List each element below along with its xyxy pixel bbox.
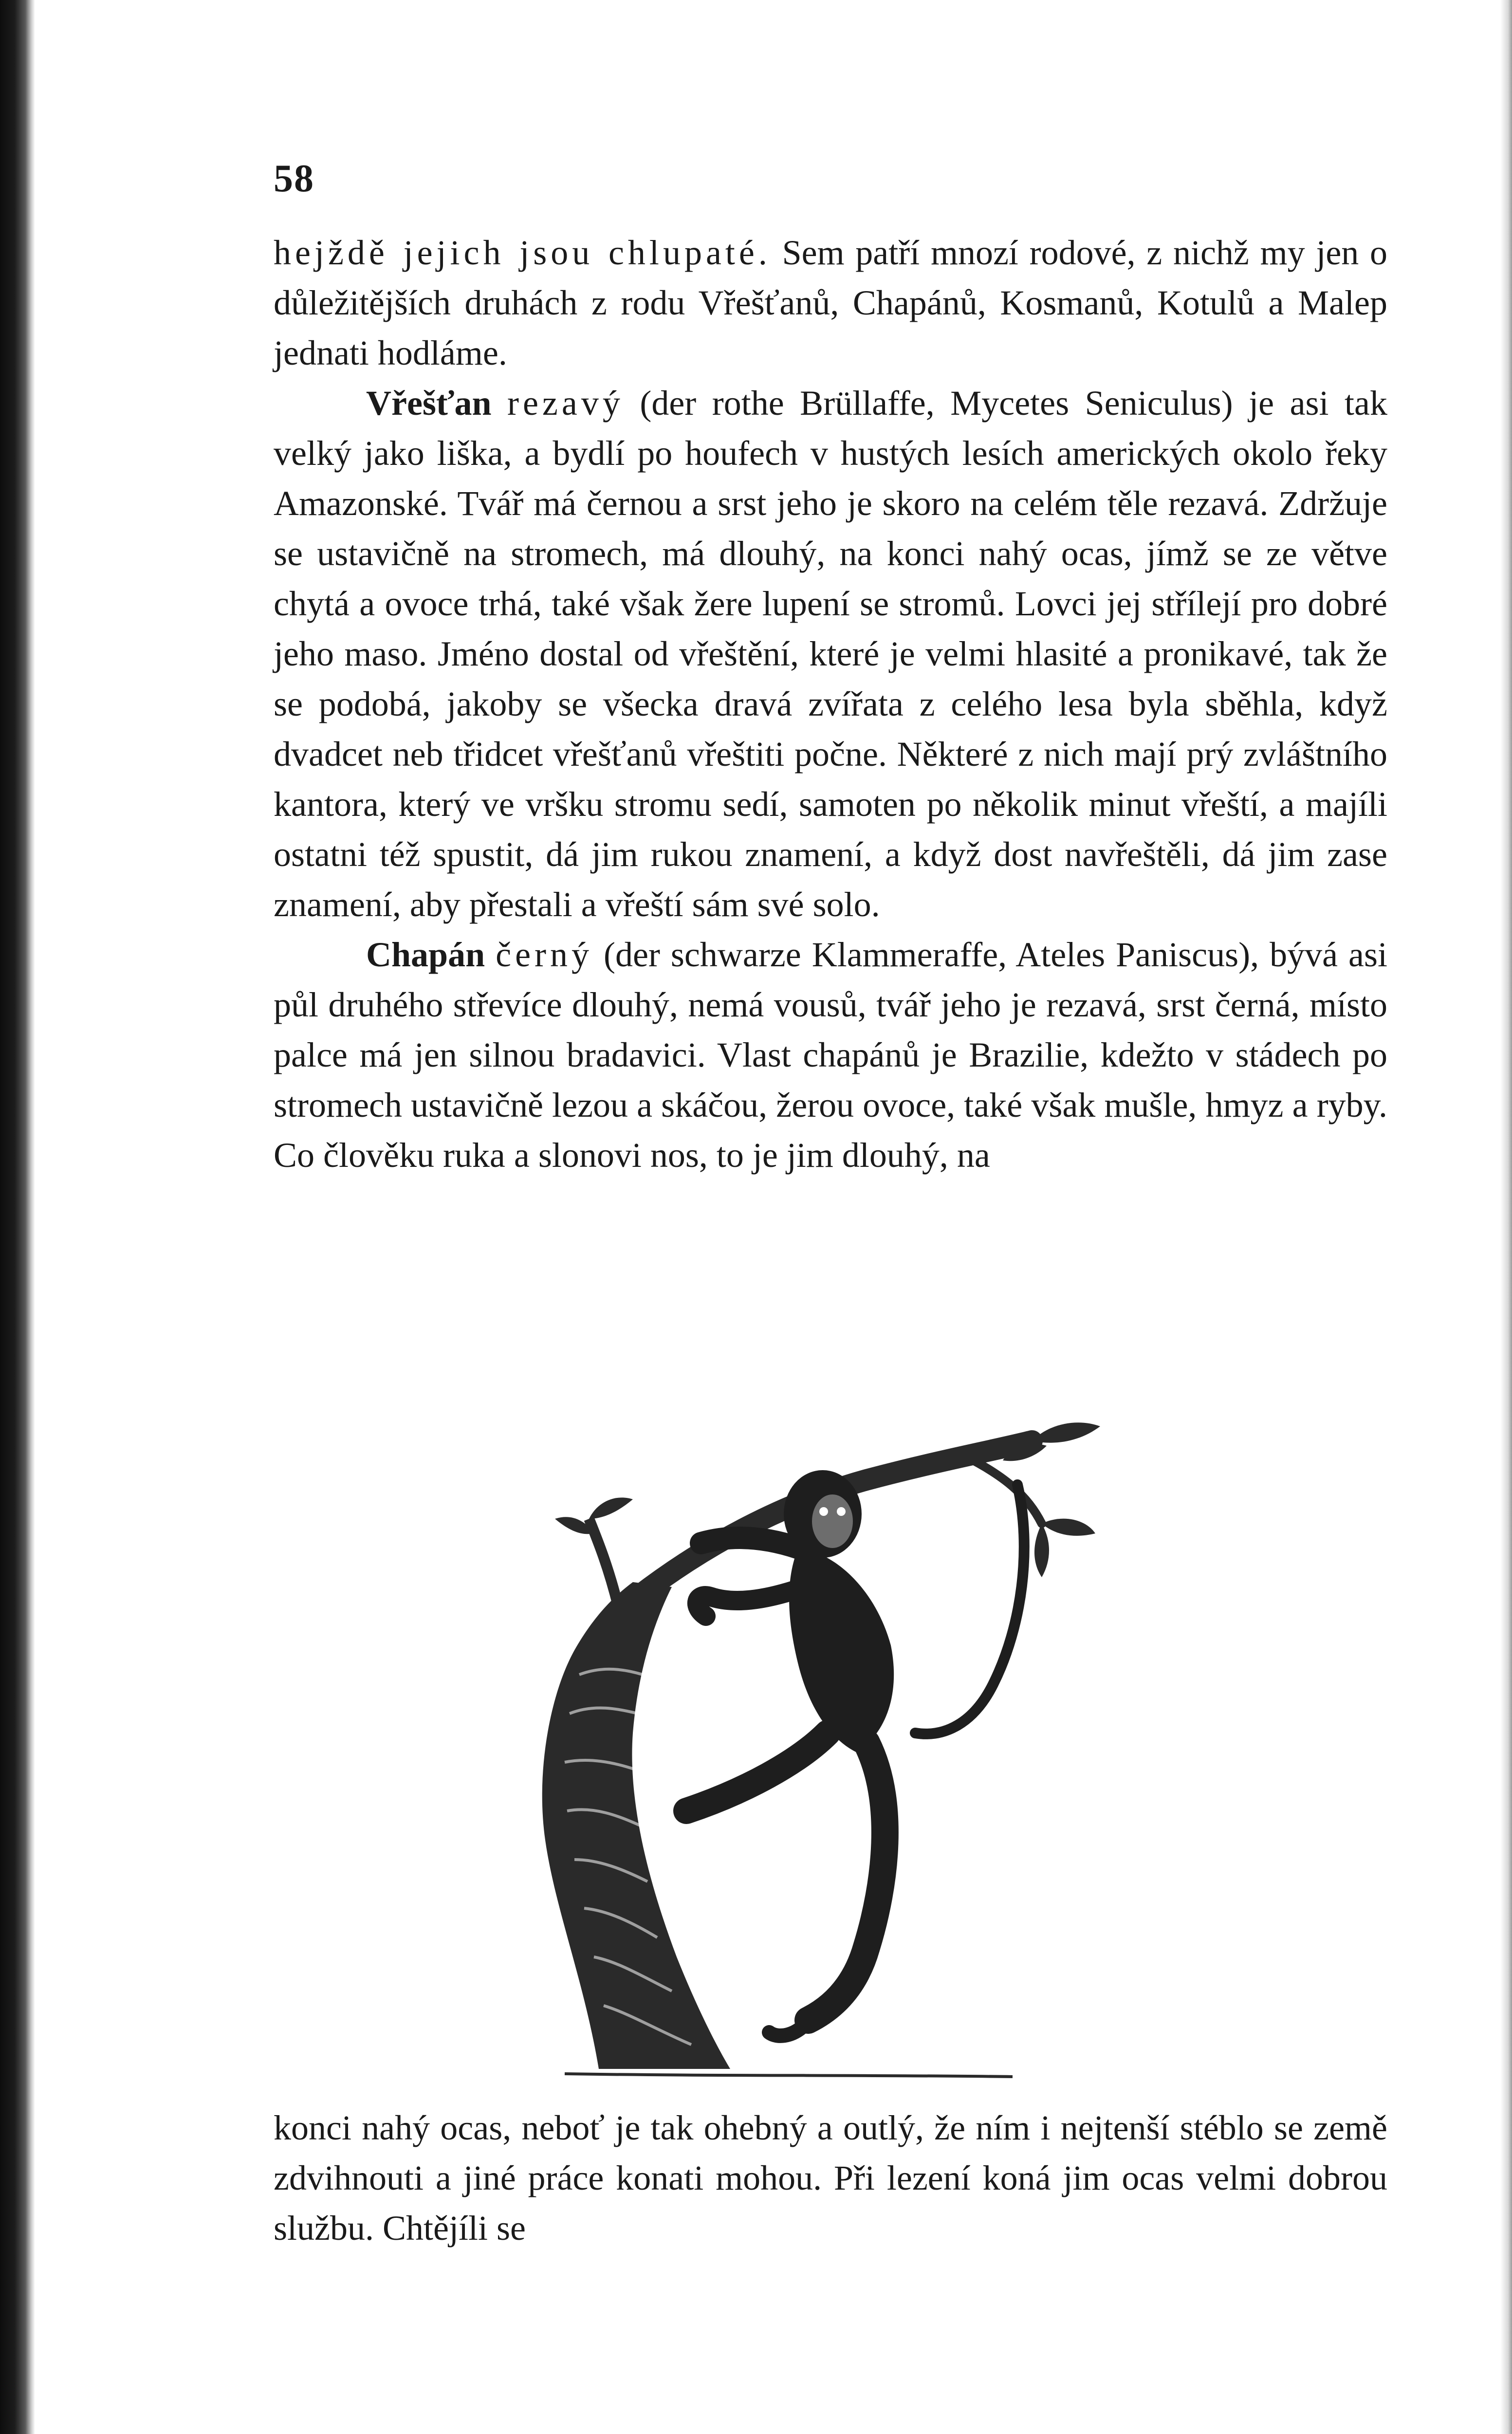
paragraph-continued: konci nahý ocas, neboť je tak ohebný a outlý, že ním i nejtenší stéblo se země zdvihnouti a jiné práce konati mohou. Při lezení koná jim ocas velmi dobrou službu. Chtějíli se bbox=[274, 2108, 1387, 2248]
ground-line bbox=[565, 2074, 1013, 2077]
monkey-leg-left bbox=[686, 1733, 828, 1811]
spaced-intro-text: hejždě jejich jsou chlupaté. bbox=[274, 233, 771, 272]
leaf bbox=[1034, 1524, 1049, 1577]
text-block-lower bbox=[274, 2103, 1387, 2253]
tree-trunk bbox=[542, 1582, 730, 2069]
paragraph-vrestan bbox=[274, 378, 1387, 930]
page-right-edge bbox=[1500, 0, 1512, 2434]
vrestan-description: (der rothe Brüllaffe, Mycetes Seniculus) je asi tak velký jako liška, a bydlí po houfech v hustých lesích amerických okolo řeky Amazonské. Tvář má černou a srst jeho je skoro na celém těle rezavá. Zdržuje se ustavičně na stromech, má dlouhý, na konci nahý ocas, jímž se ze větve chytá a ovoce trhá, také však žere lupení se stromů. Lovci jej střílejí pro dobré jeho maso. Jméno dostal od vřeštění, které je velmi hlasité a pronikavé, tak že se podobá, jakoby se všecka dravá zvířata z celého lesa byla sběhla, když dvadcet neb třidcet vřešťanů vřeštiti počne. Některé z nich mají prý zvláštního kantora, který ve vršku stromu sedí, samoten po několik minut vřeští, a majíli ostatni též spustit, dá jim rukou znamení, a když dost navřeštěli, dá jim zase znamení, aby přestali a vřeští sám své solo. bbox=[274, 384, 1388, 924]
leaf bbox=[589, 1497, 633, 1519]
chapan-description: (der schwarze Klammeraffe, Ateles Paniscus), bývá asi půl druhého střevíce dlouhý, nemá vousů, tvář jeho je rezavá, srst černá, místo palce má jen silnou bradavici. Vlast chapánů je Brazilie, kdežto v stádech po stromech ustavičně lezou a skáčou, žerou ovoce, také však mušle, hmyz a ryby. Co člověku ruka a slonovi nos, to je jim dlouhý, na bbox=[274, 935, 1388, 1175]
leaf bbox=[1032, 1422, 1100, 1443]
taxon-name-chapan: Chapán bbox=[366, 935, 485, 974]
taxon-name-vrestan: Vřešťan bbox=[366, 384, 492, 423]
branch-stub bbox=[589, 1519, 618, 1606]
paragraph-intro bbox=[274, 228, 1387, 378]
taxon-epithet-rezavy: rezavý bbox=[507, 384, 624, 423]
book-binding-edge bbox=[0, 0, 35, 2434]
taxon-epithet-cerny: černý bbox=[496, 935, 593, 974]
monkey-face bbox=[812, 1494, 853, 1548]
paragraph-chapan bbox=[274, 930, 1387, 1180]
intro-rest-text: Sem patří mnozí rodové, z nichž my jen o důležitějších druhách z rodu Vřešťanů, Chapánů, Kosmanů, Kotulů a Malep jednati hodláme. bbox=[274, 233, 1387, 372]
leaf bbox=[1042, 1519, 1095, 1536]
text-block-upper bbox=[274, 228, 1387, 1180]
monkey-woodcut-illustration bbox=[526, 1421, 1144, 2088]
tree-branch-fork bbox=[964, 1456, 1042, 1524]
monkey-tail bbox=[915, 1485, 1024, 1734]
monkey-arm-upper bbox=[701, 1538, 798, 1548]
page-number: 58 bbox=[274, 157, 314, 200]
monkey-leg-right bbox=[808, 1743, 885, 2020]
